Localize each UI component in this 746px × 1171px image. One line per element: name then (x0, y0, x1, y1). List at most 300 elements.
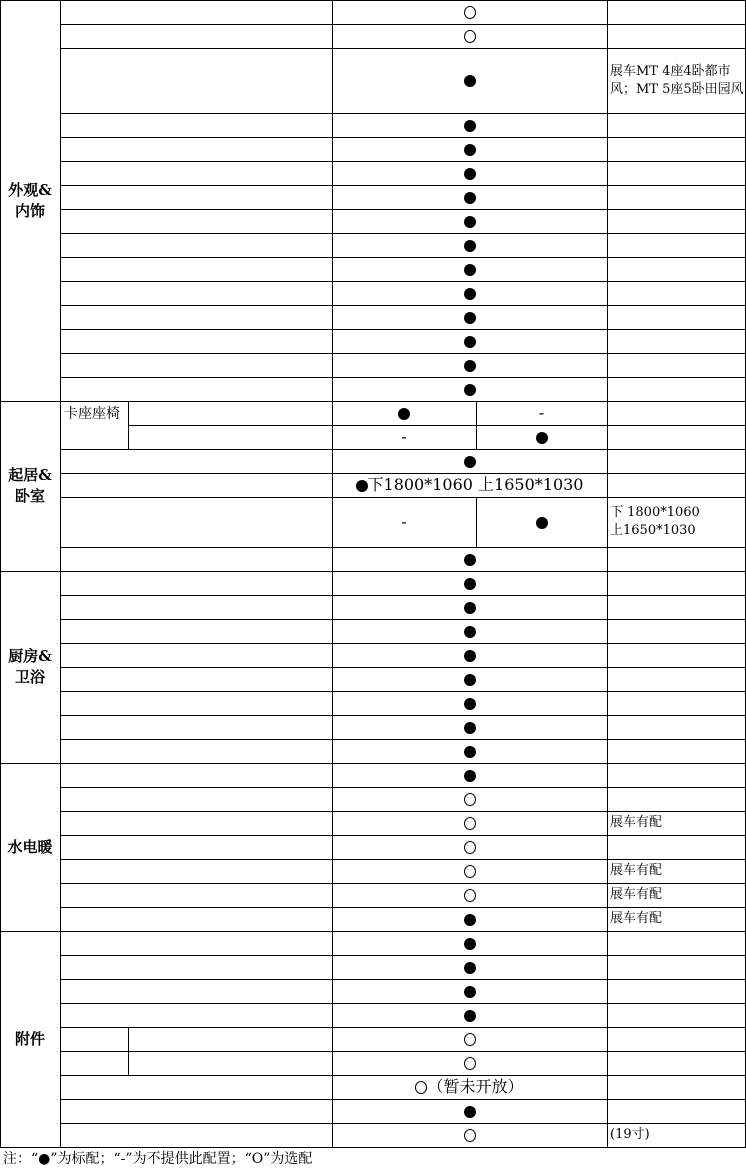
category-text: 水电暖 (7, 837, 53, 856)
note-cell (607, 161, 745, 185)
category-text: 外观& 内饰 (8, 180, 52, 220)
standard-dot-icon (464, 360, 476, 372)
optional-circle-icon (464, 1057, 476, 1070)
note-cell (607, 667, 745, 691)
item-label (60, 643, 332, 667)
mark-symbol (464, 693, 476, 713)
mark-cell (332, 547, 607, 571)
optional-circle-icon (464, 889, 476, 902)
standard-dot-icon (464, 288, 476, 300)
mark-cell (332, 473, 607, 497)
mark-symbol (464, 331, 476, 351)
grid-line (60, 233, 746, 234)
grid-line (60, 835, 746, 836)
item-label (60, 305, 332, 329)
item-label (60, 859, 332, 883)
seat-group-label: 卡座座椅 (64, 406, 120, 422)
grid-line (60, 281, 746, 282)
standard-dot-icon (464, 384, 476, 396)
note-cell (607, 1003, 745, 1027)
standard-dot-icon (464, 674, 476, 686)
mark-symbol (464, 451, 476, 471)
note-cell (607, 547, 745, 571)
note-text: 展车有配 (610, 863, 663, 878)
grid-line (60, 257, 746, 258)
optional-circle-icon (464, 793, 476, 806)
grid-line (60, 0, 61, 1147)
note-cell (607, 715, 745, 739)
standard-dot-icon (464, 554, 476, 566)
grid-line (60, 329, 746, 330)
mark-cell (332, 281, 607, 305)
item-label (60, 955, 332, 979)
grid-line (60, 1003, 746, 1004)
standard-dot-icon (464, 192, 476, 204)
item-label (128, 425, 332, 449)
mark-cell (332, 1027, 607, 1051)
note-cell (607, 859, 745, 883)
standard-dot-icon (464, 216, 476, 228)
item-label (60, 667, 332, 691)
mark-cell (332, 1051, 607, 1075)
footnote: 注：“●”为标配；“-”为不提供此配置；“O”为选配 (3, 1151, 313, 1167)
item-label (60, 449, 332, 473)
mark-symbol (464, 211, 476, 231)
item-label (60, 1075, 332, 1099)
standard-dot-icon (464, 312, 476, 324)
grid-line (60, 161, 746, 162)
mark-detail-text: （暂未开放） (427, 1077, 524, 1096)
note-cell (607, 473, 745, 497)
category-label (0, 763, 60, 931)
mark-cell (332, 24, 607, 48)
mark-cell (332, 835, 607, 859)
mark-symbol (464, 26, 476, 46)
item-label (60, 883, 332, 907)
mark-cell (332, 691, 607, 715)
note-cell (607, 305, 745, 329)
mark-cell (332, 1099, 607, 1123)
mark-cell (332, 497, 476, 547)
note-cell (607, 571, 745, 595)
grid-line (60, 137, 746, 138)
optional-circle-icon (464, 30, 476, 43)
mark-symbol (464, 957, 476, 977)
grid-line (60, 113, 746, 114)
mark-symbol (536, 427, 548, 447)
unavailable-dash: - (538, 403, 545, 422)
note-cell (607, 1075, 745, 1099)
note-cell (607, 931, 745, 955)
note-cell (607, 1099, 745, 1123)
mark-symbol (464, 1005, 476, 1025)
mark-cell (332, 787, 607, 811)
mark-symbol (464, 837, 476, 857)
note-cell (607, 377, 745, 401)
item-label (60, 715, 332, 739)
note-cell (607, 185, 745, 209)
mark-cell (332, 113, 607, 137)
standard-dot-icon (464, 264, 476, 276)
mark-cell (332, 257, 607, 281)
note-cell (607, 113, 745, 137)
mark-cell (332, 185, 607, 209)
mark-symbol (464, 1101, 476, 1121)
note-cell (607, 329, 745, 353)
mark-cell (332, 931, 607, 955)
item-label (60, 281, 332, 305)
mark-cell (332, 1123, 607, 1147)
mark-cell (332, 619, 607, 643)
mark-symbol (464, 741, 476, 761)
mark-symbol (464, 379, 476, 399)
note-cell (607, 907, 745, 931)
note-text: 展车有配 (610, 887, 663, 902)
grid-line (60, 473, 746, 474)
grid-line (60, 24, 746, 25)
mark-symbol (464, 765, 476, 785)
grid-line (60, 1123, 746, 1124)
note-cell (607, 739, 745, 763)
item-label (60, 1123, 332, 1147)
standard-dot-icon (464, 456, 476, 468)
note-cell (607, 979, 745, 1003)
standard-dot-icon (464, 962, 476, 974)
standard-dot-icon (464, 722, 476, 734)
item-label (60, 907, 332, 931)
grid-line (128, 425, 746, 426)
note-cell (607, 619, 745, 643)
category-text: 起居& 卧室 (8, 466, 52, 505)
mark-symbol (536, 512, 548, 532)
unavailable-dash: - (401, 427, 407, 446)
mark-cell (332, 329, 607, 353)
note-text: 下 1800*1060 上1650*1030 (610, 505, 700, 538)
item-label (60, 329, 332, 353)
mark-cell (332, 48, 607, 113)
optional-circle-icon (464, 817, 476, 830)
mark-cell (332, 859, 607, 883)
mark-symbol (464, 1029, 476, 1049)
note-cell (607, 1027, 745, 1051)
mark-symbol (464, 573, 476, 593)
item-label (60, 257, 332, 281)
grid-line (60, 619, 746, 620)
mark-symbol (401, 512, 406, 532)
mark-cell (332, 643, 607, 667)
mark-cell (332, 449, 607, 473)
item-label (60, 1051, 128, 1075)
mark-cell (332, 811, 607, 835)
standard-dot-icon (464, 770, 476, 782)
mark-cell (332, 209, 607, 233)
standard-dot-icon (536, 432, 548, 444)
note-cell (607, 1123, 745, 1147)
item-label (60, 377, 332, 401)
grid-line (60, 185, 746, 186)
grid-line (60, 48, 746, 49)
mark-symbol (401, 427, 406, 447)
mark-symbol (464, 235, 476, 255)
grid-line (60, 209, 746, 210)
mark-cell (476, 497, 607, 547)
grid-line (60, 377, 746, 378)
mark-cell (332, 979, 607, 1003)
item-label (60, 595, 332, 619)
note-cell (607, 787, 745, 811)
grid-line (60, 1051, 746, 1052)
standard-dot-icon (464, 1106, 476, 1118)
mark-symbol (464, 885, 476, 905)
standard-dot-icon (464, 746, 476, 758)
grid-line (332, 0, 333, 1147)
mark-cell (332, 715, 607, 739)
optional-circle-icon (464, 6, 476, 19)
standard-dot-icon (464, 938, 476, 950)
standard-dot-icon (464, 602, 476, 614)
category-label (0, 0, 60, 401)
item-label (60, 571, 332, 595)
standard-dot-icon (464, 240, 476, 252)
item-label (60, 497, 332, 547)
mark-symbol (539, 403, 544, 423)
grid-line (60, 1099, 746, 1100)
mark-cell (332, 907, 607, 931)
mark-cell (332, 739, 607, 763)
note-cell (607, 281, 745, 305)
note-cell (607, 955, 745, 979)
item-label (60, 787, 332, 811)
grid-line (60, 449, 746, 450)
item-label (60, 1099, 332, 1123)
item-label (60, 185, 332, 209)
note-cell (607, 233, 745, 257)
note-cell (607, 497, 745, 547)
item-label (60, 691, 332, 715)
category-text: 厨房& 卫浴 (8, 647, 52, 686)
note-text: 展车有配 (610, 815, 663, 830)
standard-dot-icon (536, 517, 548, 529)
mark-detail-text: 下1800*1060 上1650*1030 (367, 475, 584, 494)
item-label (60, 811, 332, 835)
note-cell (607, 353, 745, 377)
mark-cell (476, 425, 607, 449)
standard-dot-icon (464, 698, 476, 710)
mark-cell (332, 1003, 607, 1027)
grid-line (60, 1075, 746, 1076)
note-text: (19寸) (610, 1127, 650, 1142)
grid-line (0, 571, 746, 572)
grid-line (0, 401, 746, 402)
standard-dot-icon (464, 144, 476, 156)
item-label (60, 137, 332, 161)
item-label (60, 353, 332, 377)
mark-cell (332, 161, 607, 185)
mark-cell (332, 305, 607, 329)
item-label (60, 979, 332, 1003)
mark-cell (332, 137, 607, 161)
mark-cell (332, 571, 607, 595)
unavailable-dash: - (401, 512, 407, 531)
mark-symbol (464, 933, 476, 953)
grid-line (476, 497, 477, 547)
item-label (60, 763, 332, 787)
grid-line (0, 0, 1, 1147)
note-cell (607, 449, 745, 473)
mark-symbol (464, 187, 476, 207)
grid-line (0, 763, 746, 764)
mark-cell (332, 401, 476, 425)
mark-symbol (464, 115, 476, 135)
grid-line (60, 811, 746, 812)
note-cell (607, 137, 745, 161)
item-label (60, 619, 332, 643)
mark-symbol (464, 597, 476, 617)
mark-symbol (398, 403, 410, 423)
mark-cell (332, 883, 607, 907)
grid-line (60, 595, 746, 596)
mark-symbol (464, 355, 476, 375)
category-label (0, 401, 60, 571)
item-label (60, 931, 332, 955)
note-text: 展车有配 (610, 911, 663, 926)
grid-line (60, 547, 746, 548)
note-cell (607, 209, 745, 233)
category-label (0, 931, 60, 1147)
grid-line (60, 691, 746, 692)
item-label (60, 547, 332, 571)
grid-line (60, 907, 746, 908)
note-cell (607, 691, 745, 715)
grid-line (60, 883, 746, 884)
grid-line (0, 0, 746, 1)
grid-line (60, 1027, 746, 1028)
standard-dot-icon (356, 480, 368, 492)
standard-dot-icon (464, 1010, 476, 1022)
mark-symbol (356, 475, 584, 495)
grid-line (60, 643, 746, 644)
note-cell (607, 835, 745, 859)
standard-dot-icon (464, 336, 476, 348)
grid-line (60, 497, 746, 498)
grid-line (0, 1147, 746, 1148)
grid-line (60, 979, 746, 980)
mark-symbol (464, 645, 476, 665)
note-text: 展车MT 4座4卧都市风；MT 5座5卧田园风 (610, 63, 744, 97)
standard-dot-icon (464, 626, 476, 638)
note-cell (607, 48, 745, 113)
grid-line (607, 0, 608, 1147)
mark-symbol (464, 861, 476, 881)
optional-circle-icon (464, 841, 476, 854)
mark-cell (332, 763, 607, 787)
mark-cell (332, 233, 607, 257)
mark-symbol (464, 2, 476, 22)
mark-symbol (464, 283, 476, 303)
note-cell (607, 763, 745, 787)
mark-cell (332, 595, 607, 619)
mark-cell (332, 425, 476, 449)
note-cell (607, 883, 745, 907)
mark-cell (476, 401, 607, 425)
standard-dot-icon (464, 986, 476, 998)
mark-cell (332, 1075, 607, 1099)
mark-symbol (464, 71, 476, 91)
standard-dot-icon (464, 914, 476, 926)
item-label (60, 1003, 332, 1027)
note-cell (607, 24, 745, 48)
item-label (60, 113, 332, 137)
category-text: 附件 (14, 1029, 45, 1048)
standard-dot-icon (464, 650, 476, 662)
category-label (0, 571, 60, 763)
mark-cell (332, 955, 607, 979)
item-label (128, 401, 332, 425)
mark-cell (332, 377, 607, 401)
note-cell (607, 257, 745, 281)
grid-line (0, 931, 746, 932)
mark-symbol (464, 909, 476, 929)
mark-symbol (464, 789, 476, 809)
mark-symbol (464, 813, 476, 833)
standard-dot-icon (464, 168, 476, 180)
mark-symbol (464, 549, 476, 569)
note-cell (607, 595, 745, 619)
standard-dot-icon (464, 120, 476, 132)
mark-symbol (464, 259, 476, 279)
mark-symbol (415, 1077, 523, 1097)
item-label (60, 48, 332, 113)
mark-symbol (464, 307, 476, 327)
note-cell (607, 643, 745, 667)
standard-dot-icon (464, 578, 476, 590)
mark-symbol (464, 139, 476, 159)
standard-dot-icon (398, 408, 410, 420)
mark-cell (332, 0, 607, 24)
mark-symbol (464, 981, 476, 1001)
note-cell (607, 811, 745, 835)
grid-line (60, 667, 746, 668)
mark-cell (332, 667, 607, 691)
item-label (60, 161, 332, 185)
item-label (60, 233, 332, 257)
mark-symbol (464, 163, 476, 183)
standard-dot-icon (464, 75, 476, 87)
optional-circle-icon (464, 1033, 476, 1046)
grid-line (60, 859, 746, 860)
note-cell (607, 0, 745, 24)
mark-cell (332, 353, 607, 377)
item-label (60, 209, 332, 233)
grid-line (60, 739, 746, 740)
item-label (60, 24, 332, 48)
item-label (60, 1027, 128, 1051)
grid-line (60, 353, 746, 354)
item-label (60, 739, 332, 763)
optional-circle-icon (464, 1129, 476, 1142)
mark-symbol (464, 1053, 476, 1073)
mark-symbol (464, 621, 476, 641)
item-label (60, 0, 332, 24)
grid-line (60, 305, 746, 306)
mark-symbol (464, 1125, 476, 1145)
item-label (60, 835, 332, 859)
mark-symbol (464, 669, 476, 689)
mark-symbol (464, 717, 476, 737)
optional-circle-icon (464, 865, 476, 878)
grid-line (60, 787, 746, 788)
grid-line (60, 955, 746, 956)
